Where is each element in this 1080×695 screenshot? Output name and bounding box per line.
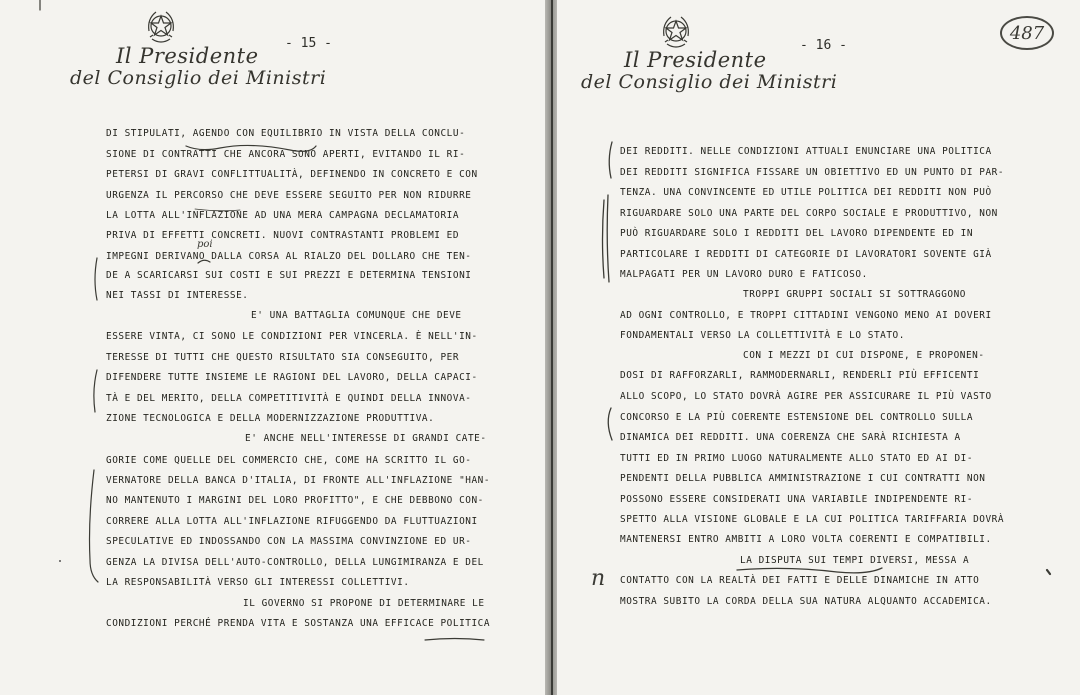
text-line: IL GOVERNO SI PROPONE DI DETERMINARE LE (243, 598, 485, 609)
text-line: DINAMICA DEI REDDITI. UNA COERENZA CHE SARÀ RICHIESTA A (620, 432, 961, 443)
text-line: TERESSE DI TUTTI CHE QUESTO RISULTATO SIA CONSEGUITO, PER (106, 352, 460, 363)
text-line: FONDAMENTALI VERSO LA COLLETTIVITÀ E LO STATO. (620, 330, 905, 341)
text-line: RIGUARDARE SOLO UNA PARTE DEL CORPO SOCIALE E PRODUTTIVO, NON (620, 208, 998, 219)
text-line: LA DISPUTA SUI TEMPI DIVERSI, MESSA A (740, 555, 970, 566)
right-page (557, 0, 1080, 695)
text-line: TENZA. UNA CONVINCENTE ED UTILE POLITICA DEI REDDITI NON PUÒ (620, 187, 992, 198)
text-line: DE A SCARICARSI SUI COSTI E SUI PREZZI E DETERMINA TENSIONI (106, 270, 472, 281)
text-line: GENZA LA DIVISA DELL'AUTO-CONTROLLO, DELLA LUNGIMIRANZA E DEL (106, 557, 484, 568)
handwritten-markings (557, 0, 1080, 695)
text-line: POSSONO ESSERE CONSIDERATI UNA VARIABILE INDIPENDENTE RI- (620, 494, 974, 505)
text-line: DEI REDDITI SIGNIFICA FISSARE UN OBIETTIVO ED UN PUNTO DI PAR- (620, 167, 1005, 178)
text-line: PRIVA DI EFFETTI CONCRETI. NUOVI CONTRASTANTI PROBLEMI ED (106, 230, 460, 241)
text-line: TUTTI ED IN PRIMO LUOGO NATURALMENTE ALLO STATO ED AI DI- (620, 453, 974, 464)
republic-emblem-icon (659, 12, 693, 52)
text-line: PARTICOLARE I REDDITI DI CATEGORIE DI LAVORATORI SOVENTE GIÀ (620, 249, 992, 260)
text-line: SPETTO ALLA VISIONE GLOBALE E LA CUI POLITICA TARIFFARIA DOVRÀ (620, 514, 1005, 525)
header-title: Il Presidente (116, 44, 259, 68)
header-subtitle: del Consiglio dei Ministri (581, 71, 838, 93)
spine-line (551, 0, 553, 695)
text-line: CORRERE ALLA LOTTA ALL'INFLAZIONE RIFUGGENDO DA FLUTTUAZIONI (106, 516, 478, 527)
text-line: LA LOTTA ALL'INFLAZIONE AD UNA MERA CAMPAGNA DECLAMATORIA (106, 210, 460, 221)
text-line: LA RESPONSABILITÀ VERSO GLI INTERESSI COLLETTIVI. (106, 577, 410, 588)
handwritten-margin-note: n (591, 566, 606, 591)
text-line: VERNATORE DELLA BANCA D'ITALIA, DI FRONTE ALL'INFLAZIONE "HAN- (106, 475, 491, 486)
text-line: IMPEGNI DERIVANO DALLA CORSA AL RIALZO DEL DOLLARO CHE TEN- (106, 251, 472, 262)
text-line: CONDIZIONI PERCHÉ PRENDA VITA E SOSTANZA UNA EFFICACE POLITICA (106, 618, 491, 629)
text-line: GORIE COME QUELLE DEL COMMERCIO CHE, COME HA SCRITTO IL GO- (106, 455, 472, 466)
text-line: NO MANTENUTO I MARGINI DEL LORO PROFITTO", E CHE DEBBONO CON- (106, 495, 484, 506)
text-line: PUÒ RIGUARDARE SOLO I REDDITI DEL LAVORO DIPENDENTE ED IN (620, 228, 974, 239)
text-line: TÀ E DEL MERITO, DELLA COMPETITIVITÀ E QUINDI DELLA INNOVA- (106, 393, 472, 404)
header-subtitle: del Consiglio dei Ministri (70, 67, 327, 89)
text-line: SPECULATIVE ED INDOSSANDO CON LA MASSIMA CONVINZIONE ED UR- (106, 536, 472, 547)
text-line: DI STIPULATI, AGENDO CON EQUILIBRIO IN VISTA DELLA CONCLU- (106, 128, 466, 139)
text-line: E' ANCHE NELL'INTERESSE DI GRANDI CATE- (245, 433, 487, 444)
text-line: SIONE DI CONTRATTI CHE ANCORA SONO APERTI, EVITANDO IL RI- (106, 149, 466, 160)
text-line: NEI TASSI DI INTERESSE. (106, 290, 249, 301)
handwritten-poi: poi (197, 239, 213, 250)
text-line: CON I MEZZI DI CUI DISPONE, E PROPONEN- (743, 350, 985, 361)
text-line: DOSI DI RAFFORZARLI, RAMMODERNARLI, RENDERLI PIÙ EFFICENTI (620, 370, 980, 381)
republic-emblem-icon (144, 7, 178, 47)
text-line: PETERSI DI GRAVI CONFLITTUALITÀ, DEFINENDO IN CONCRETO E CON (106, 169, 478, 180)
header-title: Il Presidente (624, 48, 767, 72)
text-line: URGENZA IL PERCORSO CHE DEVE ESSERE SEGUITO PER NON RIDURRE (106, 190, 472, 201)
text-line: DEI REDDITI. NELLE CONDIZIONI ATTUALI ENUNCIARE UNA POLITICA (620, 146, 992, 157)
text-line: TROPPI GRUPPI SOCIALI SI SOTTRAGGONO (743, 289, 966, 300)
page-number: - 16 - (800, 38, 847, 53)
text-line: ESSERE VINTA, CI SONO LE CONDIZIONI PER VINCERLA. È NELL'IN- (106, 331, 478, 342)
text-line: MALPAGATI PER UN LAVORO DURO E FATICOSO. (620, 269, 868, 280)
text-line: MOSTRA SUBITO LA CORDA DELLA SUA NATURA ALQUANTO ACCADEMICA. (620, 596, 992, 607)
text-line: ZIONE TECNOLOGICA E DELLA MODERNIZZAZIONE PRODUTTIVA. (106, 413, 435, 424)
archive-number-stamp: 487 (1000, 16, 1054, 50)
text-line: CONCORSO E LA PIÙ COERENTE ESTENSIONE DEL CONTROLLO SULLA (620, 412, 974, 423)
edge-speck (59, 560, 61, 562)
text-line: MANTENERSI ENTRO AMBITI A LORO VOLTA COERENTI E COMPATIBILI. (620, 534, 992, 545)
text-line: AD OGNI CONTROLLO, E TROPPI CITTADINI VENGONO MENO AI DOVERI (620, 310, 992, 321)
text-line: PENDENTI DELLA PUBBLICA AMMINISTRAZIONE I CUI CONTRATTI NON (620, 473, 986, 484)
text-line: CONTATTO CON LA REALTÀ DEI FATTI E DELLE DINAMICHE IN ATTO (620, 575, 980, 586)
text-line: E' UNA BATTAGLIA COMUNQUE CHE DEVE (251, 310, 462, 321)
text-line: ALLO SCOPO, LO STATO DOVRÀ AGIRE PER ASSICURARE IL PIÙ VASTO (620, 391, 992, 402)
page-number: - 15 - (285, 36, 332, 51)
text-line: DIFENDERE TUTTE INSIEME LE RAGIONI DEL LAVORO, DELLA CAPACI- (106, 372, 478, 383)
